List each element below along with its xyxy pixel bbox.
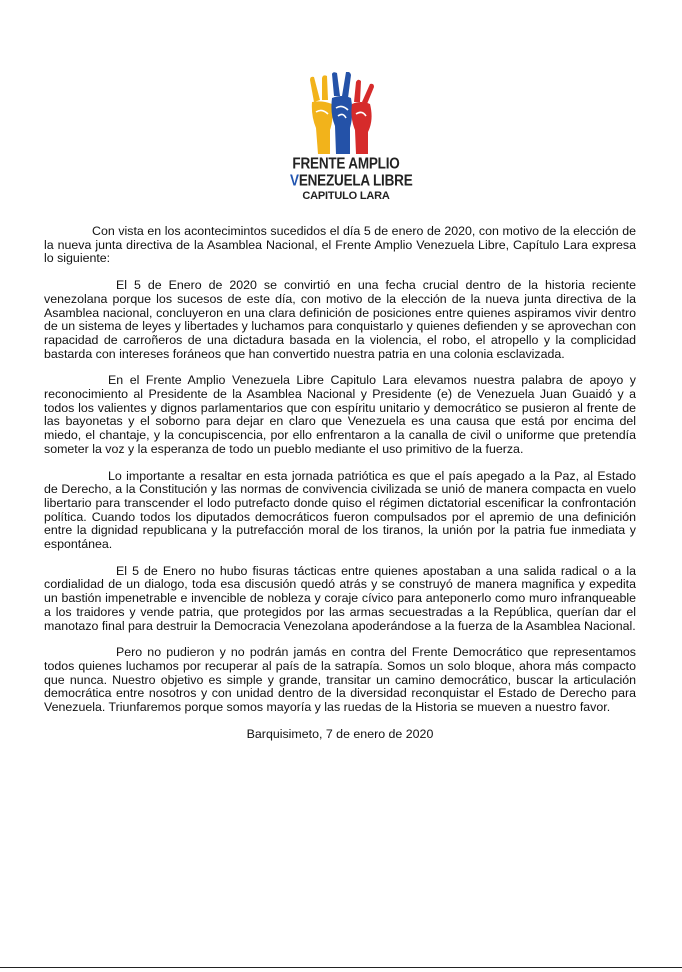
red-hand-icon bbox=[351, 80, 374, 154]
body-paragraph-4: El 5 de Enero no hubo fisuras tácticas entre quienes apostaban a una salida radical o a la cordialidad de un dialogo, toda esa discusión quedó atrás y se construyó de manera magnifica y expedita un bastión impenetrable e invencible de nobleza y coraje cívico para anteponerlo como muro infranqueable a los traidores y vende patria, que protegidos por las armas secuestradas a la República, querían dar el manotazo final para destruir la Democracia Venezolana apoderándose a la fuerza de la Asamblea Nacional. bbox=[44, 563, 636, 633]
closing-place-date: Barquisimeto, 7 de enero de 2020 bbox=[246, 726, 434, 741]
logo bbox=[290, 72, 413, 212]
body-paragraph-1: El 5 de Enero de 2020 se convirtió en una fecha crucial dentro de la historia reciente venezolana porque los sucesos de este día, con motivo de la elección de la nueva junta directiva de la Asamblea nacional, concluyeron en una clara definición de posiciones entre quienes aspiramos vivir dentro de un sistema de leyes y libertades y luchamos para conquistarlo y quienes defienden y se aprovechan con rapacidad de carroñeros de una dictadura basada en la violencia, el robo, el atropello y la complicidad bastarda con intereses foráneos que han convertido nuestra patria en una colonia esclavizada. bbox=[44, 278, 636, 361]
yellow-hand-icon bbox=[310, 75, 333, 154]
logo-title-line2-rest: ENEZUELA LIBRE bbox=[298, 171, 413, 190]
document-body bbox=[44, 225, 636, 755]
logo-letter-v: V bbox=[290, 171, 299, 190]
logo-title-line1: FRENTE AMPLIO bbox=[292, 154, 400, 173]
body-paragraph-5: Pero no pudieron y no podrán jamás en contra del Frente Democrático que representamos todos quienes luchamos por recuperar al país de la satrapía. Somos un solo bloque, ahora más compacto que nunca. Nuestro objetivo es simple y grande, transitar un camino democrático, buscar la articulación democrática entre nosotros y con unidad dentro de la diversidad reconquistar el Estado de Derecho para Venezuela. Triunfaremos porque somos mayoría y las ruedas de la Historia se mueven a nuestro favor. bbox=[44, 645, 636, 715]
intro-paragraph: Con vista en los acontecimintos sucedidos el día 5 de enero de 2020, con motivo de la elección de la nueva junta directiva de la Asamblea Nacional, el Frente Amplio Venezuela Libre, Capítulo Lara expresa lo siguiente: bbox=[44, 224, 636, 266]
logo-title-line2 bbox=[290, 171, 413, 190]
page-bottom-divider bbox=[0, 967, 682, 968]
body-paragraph-2: En el Frente Amplio Venezuela Libre Capitulo Lara elevamos nuestra palabra de apoyo y reconocimiento al Presidente de la Asamblea Nacional y Presidente (e) de Venezuela Juan Guaidó y a todos los valientes y dignos parlamentarios que con espíritu unitario y democrático se pusieron al frente de las bayonetas y el soborno para dejar en claro que Venezuela es una causa que está por encima del miedo, el chantaje, y la concupiscencia, por ello enfrentaron a la canalla de civil o uniforme que pretendía someter la voz y la esperanza de todo un pueblo mediante el uso primitivo de la fuerza. bbox=[44, 373, 636, 456]
logo-subtitle: CAPITULO LARA bbox=[302, 190, 390, 202]
body-paragraph-3: Lo importante a resaltar en esta jornada patriótica es que el país apegado a la Paz, al Estado de Derecho, a la Constitución y las normas de convivencia civilizada se unió de manera compacta en vuelo libertario para transcender el lodo putrefacto donde quiso el régimen dictatorial escenificar la confrontación política. Cuando todos los diputados democráticos fueron compulsados por el apremio de una definición entre la dignidad republicana y la putrefacción moral de los tiranos, la unión por la patria fue inmediata y espontánea. bbox=[44, 468, 636, 552]
raised-hands-logo-icon bbox=[308, 72, 380, 154]
blue-hand-icon bbox=[331, 72, 352, 154]
